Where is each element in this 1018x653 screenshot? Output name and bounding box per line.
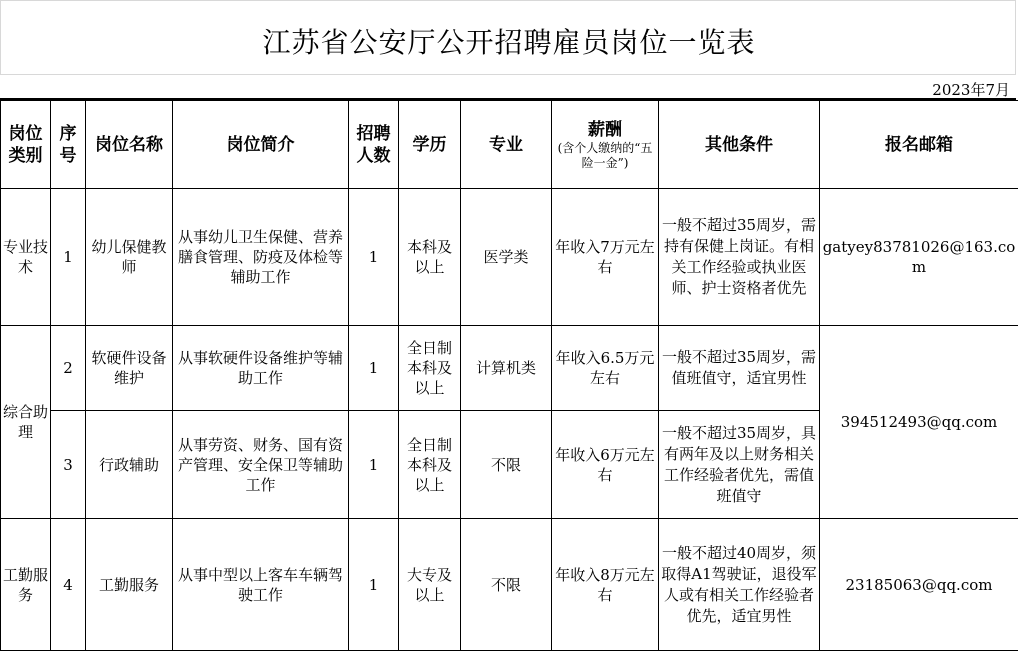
cell-salary: 年收入8万元左右: [552, 519, 659, 651]
recruitment-table: [0, 100, 1018, 651]
cell-count: 1: [349, 189, 399, 326]
header-count: 招聘人数: [349, 101, 399, 189]
header-position: 岗位名称: [86, 101, 173, 189]
cell-index: 1: [51, 189, 86, 326]
header-salary: [552, 101, 659, 189]
title-row: [0, 0, 1016, 74]
cell-major: 计算机类: [461, 326, 552, 411]
cell-education: 本科及以上: [399, 189, 461, 326]
cell-education: 全日制本科及以上: [399, 326, 461, 411]
header-education: 学历: [399, 101, 461, 189]
cell-salary: 年收入6.5万元左右: [552, 326, 659, 411]
cell-description: 从事中型以上客车车辆驾驶工作: [173, 519, 349, 651]
header-salary-label: 薪酬: [588, 119, 622, 140]
cell-position: 幼儿保健教师: [86, 189, 173, 326]
cell-position: 软硬件设备维护: [86, 326, 173, 411]
header-row: [1, 101, 1018, 189]
table-row: [1, 519, 1018, 651]
cell-conditions: 一般不超过35周岁，具有两年及以上财务相关工作经验者优先，需值班值守: [659, 411, 820, 519]
cell-index: 3: [51, 411, 86, 519]
cell-position: 行政辅助: [86, 411, 173, 519]
cell-major: 不限: [461, 519, 552, 651]
header-category: 岗位类别: [1, 101, 51, 189]
cell-description: 从事幼儿卫生保健、营养膳食管理、防疫及体检等辅助工作: [173, 189, 349, 326]
header-email: 报名邮箱: [820, 101, 1018, 189]
header-major: 专业: [461, 101, 552, 189]
cell-count: 1: [349, 519, 399, 651]
table-row: [1, 189, 1018, 326]
cell-conditions: 一般不超过40周岁，须取得A1驾驶证，退役军人或有相关工作经验者优先，适宜男性: [659, 519, 820, 651]
cell-major: 不限: [461, 411, 552, 519]
cell-index: 4: [51, 519, 86, 651]
cell-conditions: 一般不超过35周岁，需持有保健上岗证。有相关工作经验或执业医师、护士资格者优先: [659, 189, 820, 326]
cell-category: 专业技术: [1, 189, 51, 326]
cell-conditions: 一般不超过35周岁，需值班值守，适宜男性: [659, 326, 820, 411]
date-label: 2023年7月: [932, 81, 1010, 99]
table-row: [1, 326, 1018, 411]
cell-description: 从事劳资、财务、国有资产管理、安全保卫等辅助工作: [173, 411, 349, 519]
cell-education: 大专及以上: [399, 519, 461, 651]
cell-count: 1: [349, 411, 399, 519]
cell-major: 医学类: [461, 189, 552, 326]
header-conditions: 其他条件: [659, 101, 820, 189]
cell-category: 工勤服务: [1, 519, 51, 651]
cell-education: 全日制本科及以上: [399, 411, 461, 519]
cell-position: 工勤服务: [86, 519, 173, 651]
cell-description: 从事软硬件设备维护等辅助工作: [173, 326, 349, 411]
page-title: 江苏省公安厅公开招聘雇员岗位一览表: [262, 26, 756, 59]
cell-email: 23185063@qq.com: [820, 519, 1018, 651]
cell-category: 综合助理: [1, 326, 51, 519]
cell-salary: 年收入7万元左右: [552, 189, 659, 326]
cell-count: 1: [349, 326, 399, 411]
cell-index: 2: [51, 326, 86, 411]
cell-email: gatyey83781026@163.com: [820, 189, 1018, 326]
header-salary-note: (含个人缴纳的“五险一金”): [557, 140, 653, 170]
header-description: 岗位简介: [173, 101, 349, 189]
date-row: [0, 74, 1016, 100]
cell-email: 394512493@qq.com: [820, 326, 1018, 519]
header-index: 序号: [51, 101, 86, 189]
cell-salary: 年收入6万元左右: [552, 411, 659, 519]
